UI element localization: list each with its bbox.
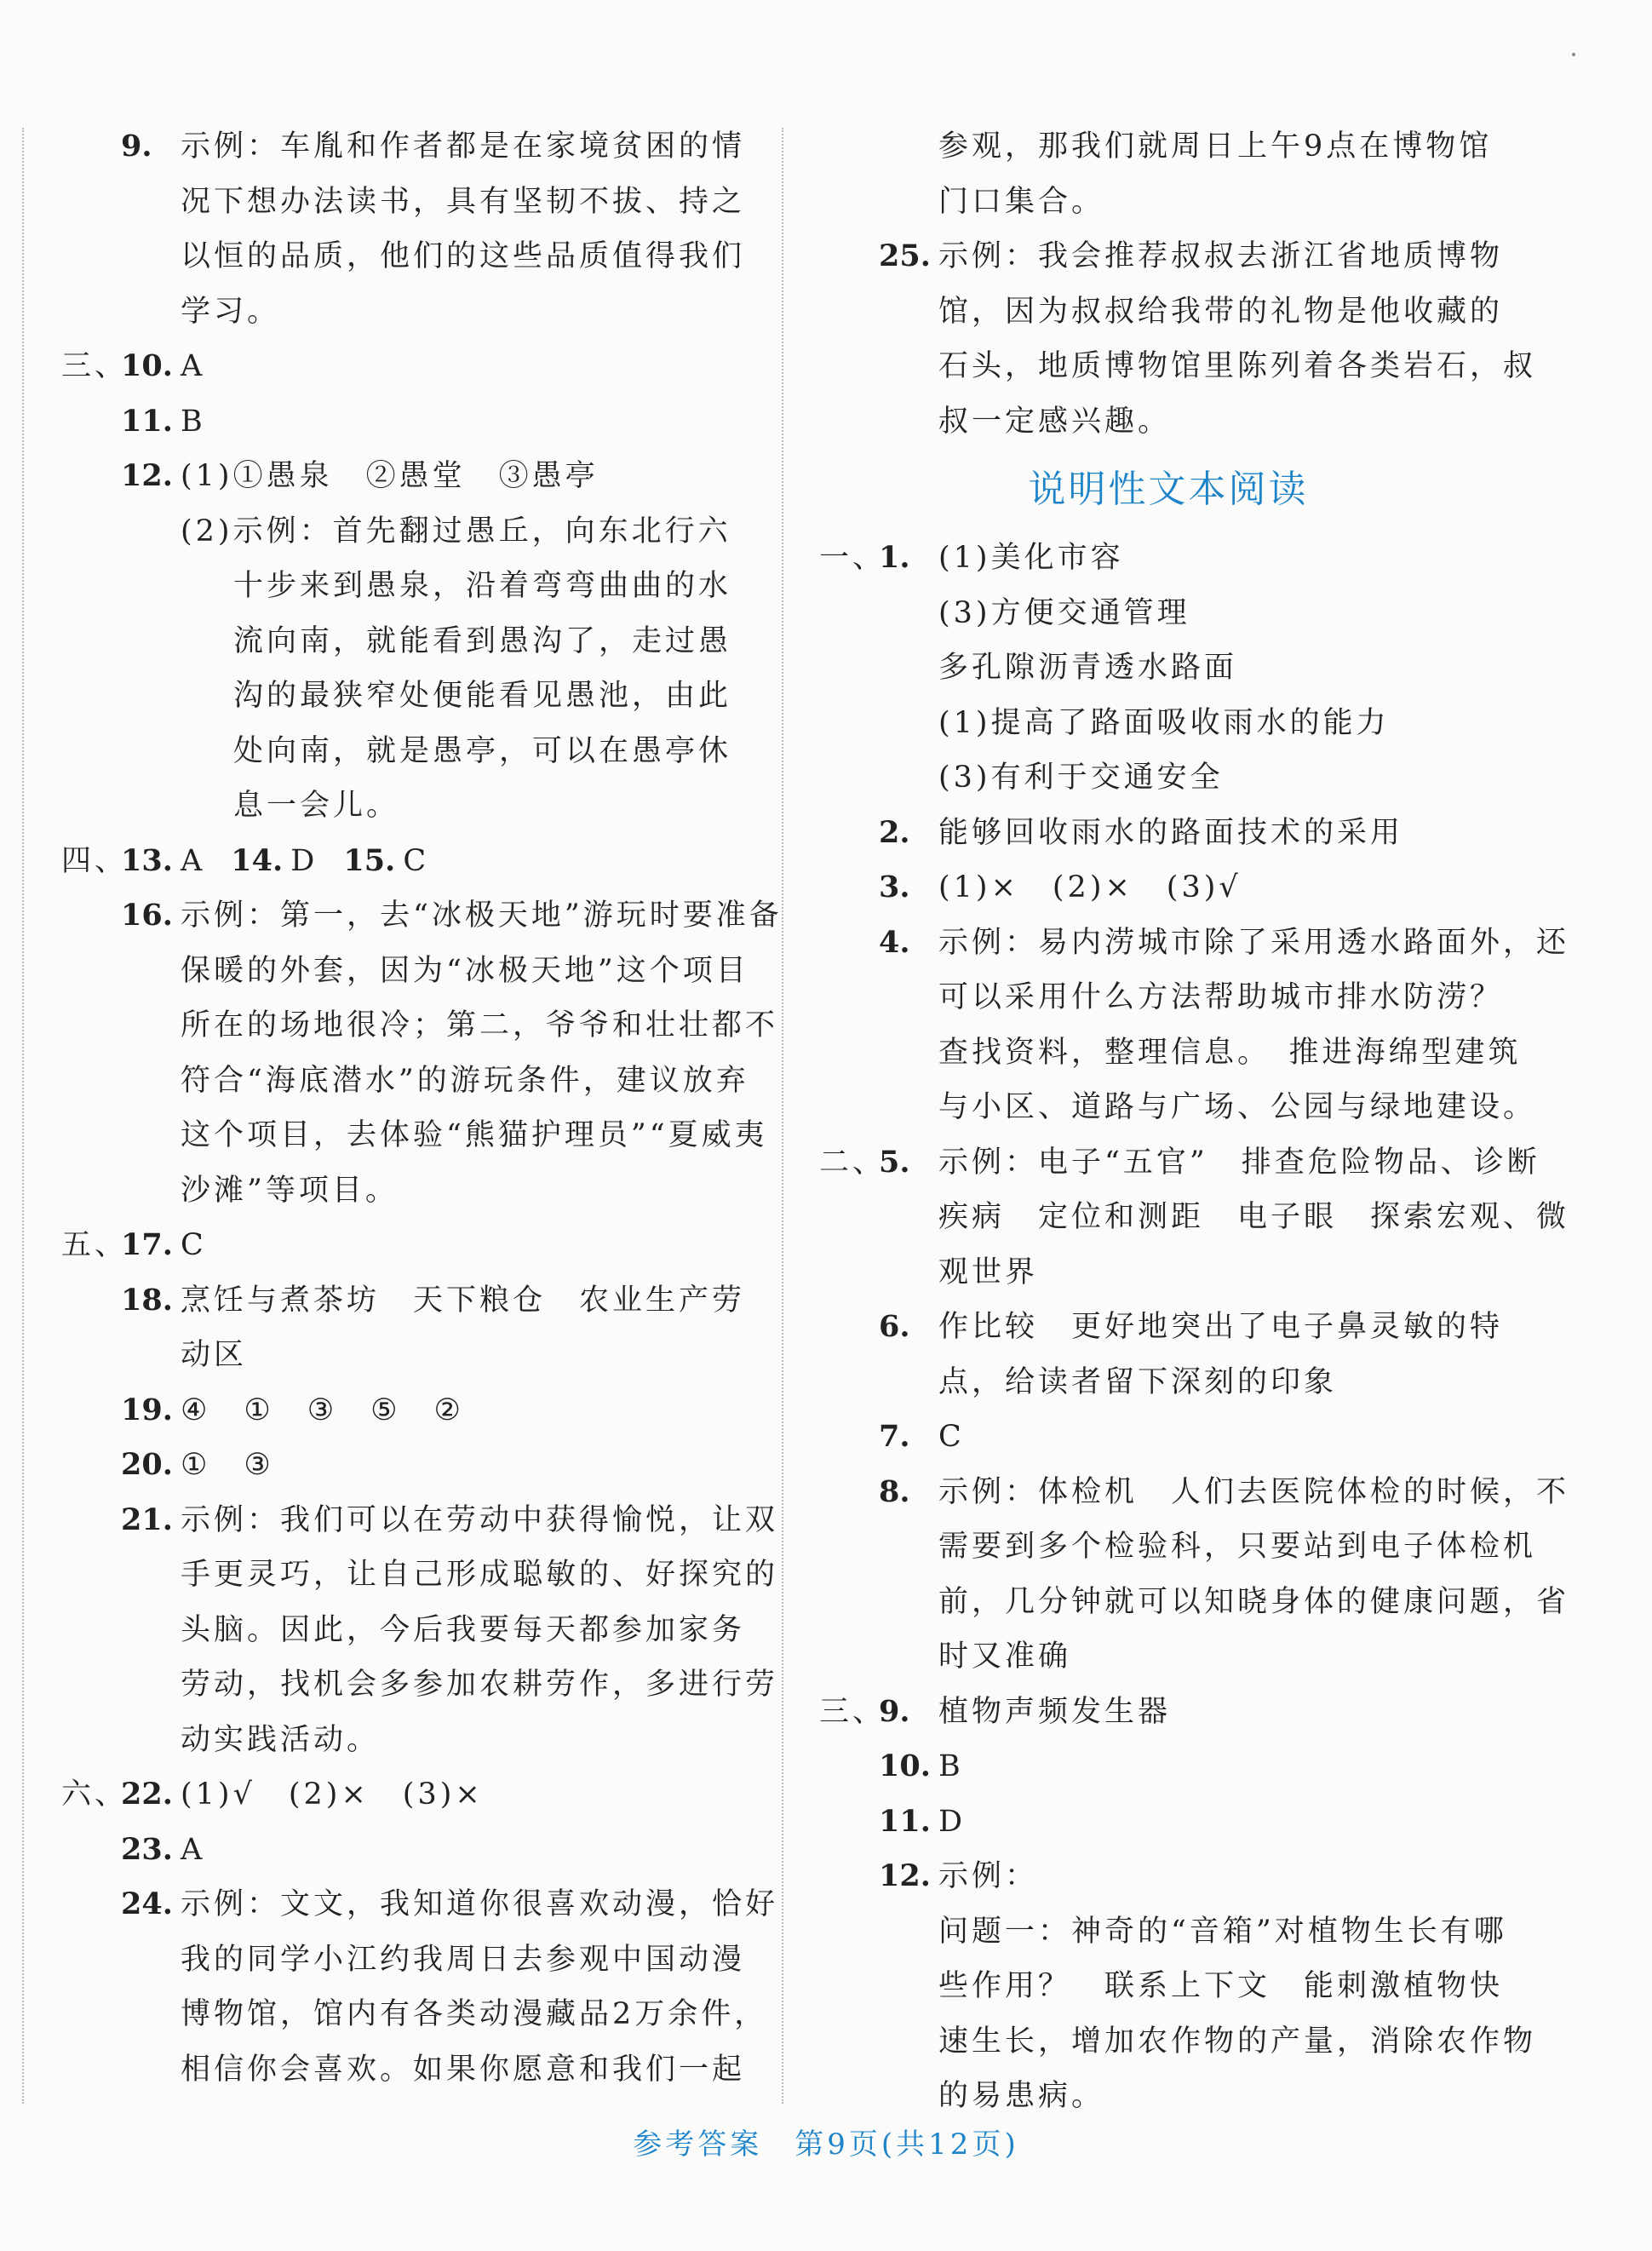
answer-q2: 2. 能够回收雨水的路面技术的采用 xyxy=(879,814,1404,850)
answer-q19: 19. ④ ① ③ ⑤ ② xyxy=(121,1392,464,1427)
column-divider xyxy=(782,128,783,2104)
answer-q24-continued: 参观，那我们就周日上午9点在博物馆 xyxy=(938,129,1493,164)
section-heading: 说明性文本阅读 xyxy=(1028,468,1309,511)
answer-q9: 9. 示例：车胤和作者都是在家境贫困的情 xyxy=(121,129,746,164)
answer-q22: 六、22. (1)√ (2)× (3)× xyxy=(61,1767,768,1823)
answer-q4: 4. 示例：易内涝城市除了采用透水路面外，还 xyxy=(879,924,1570,960)
answer-q17: 五、17. C xyxy=(61,1218,768,1273)
left-margin-divider xyxy=(22,128,24,2104)
answer-q3: 3. (1)× (2)× (3)√ xyxy=(879,870,1242,904)
left-column: 9. 示例：车胤和作者都是在家境贫困的情 况下想办法读书，具有坚韧不拔、持之 以恒的品质，他们的这些品质值得我们 学习。 三、10. A 11. B 12. (1)①愚泉 ②愚堂 ③愚亭 (2)示例：首先翻过愚丘，向东北行六 十步来到愚泉，沿着弯弯曲曲的水 流向南，就能看到愚沟了，走过愚 沟的最狭窄处便能看见愚池，由此 处向南，就是愚亭，可以在愚亭休 息一会儿。 四、13. A 14. D 15. C 16. 示例：第一，去“冰极天地”游玩时要准备 保暖的外套，因为“冰极天地”这个项目 所在的场地很冷；第二，爷爷和壮壮都不 符合“海底潜水”的游玩条件，建议放弃 这个项目，去体验“熊猫护理员”“夏威夷 沙滩”等项目。 五、17. C 18. 烹饪与煮茶坊 天下粮仓 农业生产劳 动区 19. ④ ① ③ ⑤ ② 20. ① ③ 21. 示例：我们可以在劳动中获得愉悦，让双 手更灵巧，让自己形成聪敏的、好探究的 头脑。因此，今后我要每天都参加家务 劳动，找机会多参加农耕劳作，多进行劳 动实践活动。 六、22. (1)√ (2)× (3)× 23. A 24. 示例：文文，我知道你很喜欢动漫，恰好 我的同学小江约我周日去参观中国动漫 博物馆，馆内有各类动漫藏品2万余件， 相信你会喜欢。如果你愿意和我们一起 xyxy=(61,119,768,2097)
section-label: 三、 xyxy=(819,1694,886,1729)
answer-q11: 11. B xyxy=(121,403,206,439)
right-column: 参观，那我们就周日上午9点在博物馆 门口集合。 25. 示例：我会推荐叔叔去浙江省地质博物 馆，因为叔叔给我带的礼物是他收藏的 石头，地质博物馆里陈列着各类岩石，叔 叔一定感兴趣。 说明性文本阅读 一、1. (1)美化市容 (3)方便交通管理 多孔隙沥青透水路面 (1)提高了路面吸收雨水的能力 (3)有利于交通安全 2. 能够回收雨水的路面技术的采用 3. (1)× (2)× (3)√ 4. 示例：易内涝城市除了采用透水路面外，还 可以采用什么方法帮助城市排水防涝？ 查找资料，整理信息。 推进海绵型建筑 与小区、道路与广场、公园与绿地建设。 二、5. 示例：电子“五官” 排查危险物品、诊断 疾病 定位和测距 电子眼 探索宏观、微 观世界 6. 作比较 更好地突出了电子鼻灵敏的特 点，给读者留下深刻的印象 7. C 8. 示例：体检机 人们去医院体检的时候，不 需要到多个检验科，只要站到电子体检机 前，几分钟就可以知晓身体的健康问题，省 时又准确 三、9. 植物声频发生器 10. B 11. D 12. 示例： 问题一：神奇的“音箱”对植物生长有哪 些作用？ 联系上下文 能刺激植物快 速生长，增加农作物的产量，消除农作物 的易患病。 xyxy=(819,119,1517,2124)
answer-q12: 12. 示例： xyxy=(879,1858,1039,1893)
section-label: 四、 xyxy=(61,843,129,878)
page-footer: 参考答案 第9页(共12页) xyxy=(633,2128,1019,2162)
answer-q11: 11. D xyxy=(879,1803,967,1839)
section-label: 六、 xyxy=(61,1777,129,1812)
answer-q8: 8. 示例：体检机 人们去医院体检的时候，不 xyxy=(879,1473,1570,1509)
answer-q25: 25. 示例：我会推荐叔叔去浙江省地质博物 xyxy=(879,238,1504,273)
answer-q12: 12. (1)①愚泉 ②愚堂 ③愚亭 xyxy=(121,458,599,493)
answer-q16: 16. 示例：第一，去“冰极天地”游玩时要准备 xyxy=(121,898,783,933)
answer-q9: 三、9. 植物声频发生器 xyxy=(819,1685,1517,1740)
answer-q10: 三、10. A xyxy=(61,339,768,394)
answer-q20: 20. ① ③ xyxy=(121,1447,274,1482)
section-label: 二、 xyxy=(819,1145,886,1180)
answer-q5: 二、5. 示例：电子“五官” 排查危险物品、诊断 xyxy=(819,1135,1517,1191)
answer-q1: 一、1. (1)美化市容 xyxy=(819,531,1517,586)
answer-q18: 18. 烹饪与煮茶坊 天下粮仓 农业生产劳 xyxy=(121,1282,746,1318)
section-label: 三、 xyxy=(61,349,129,383)
answer-q6: 6. 作比较 更好地突出了电子鼻灵敏的特 xyxy=(879,1309,1504,1344)
section-label: 五、 xyxy=(61,1228,129,1262)
answer-q23: 23. A xyxy=(121,1831,206,1867)
answer-q7: 7. C xyxy=(879,1419,965,1454)
answer-q13-q15: 四、13. A 14. D 15. C xyxy=(61,834,768,889)
section-label: 一、 xyxy=(819,541,886,575)
page-corner-mark xyxy=(1572,53,1575,56)
answer-q21: 21. 示例：我们可以在劳动中获得愉悦，让双 xyxy=(121,1502,779,1537)
answer-q10: 10. B xyxy=(879,1749,964,1783)
answer-q24: 24. 示例：文文，我知道你很喜欢动漫，恰好 xyxy=(121,1886,779,1921)
